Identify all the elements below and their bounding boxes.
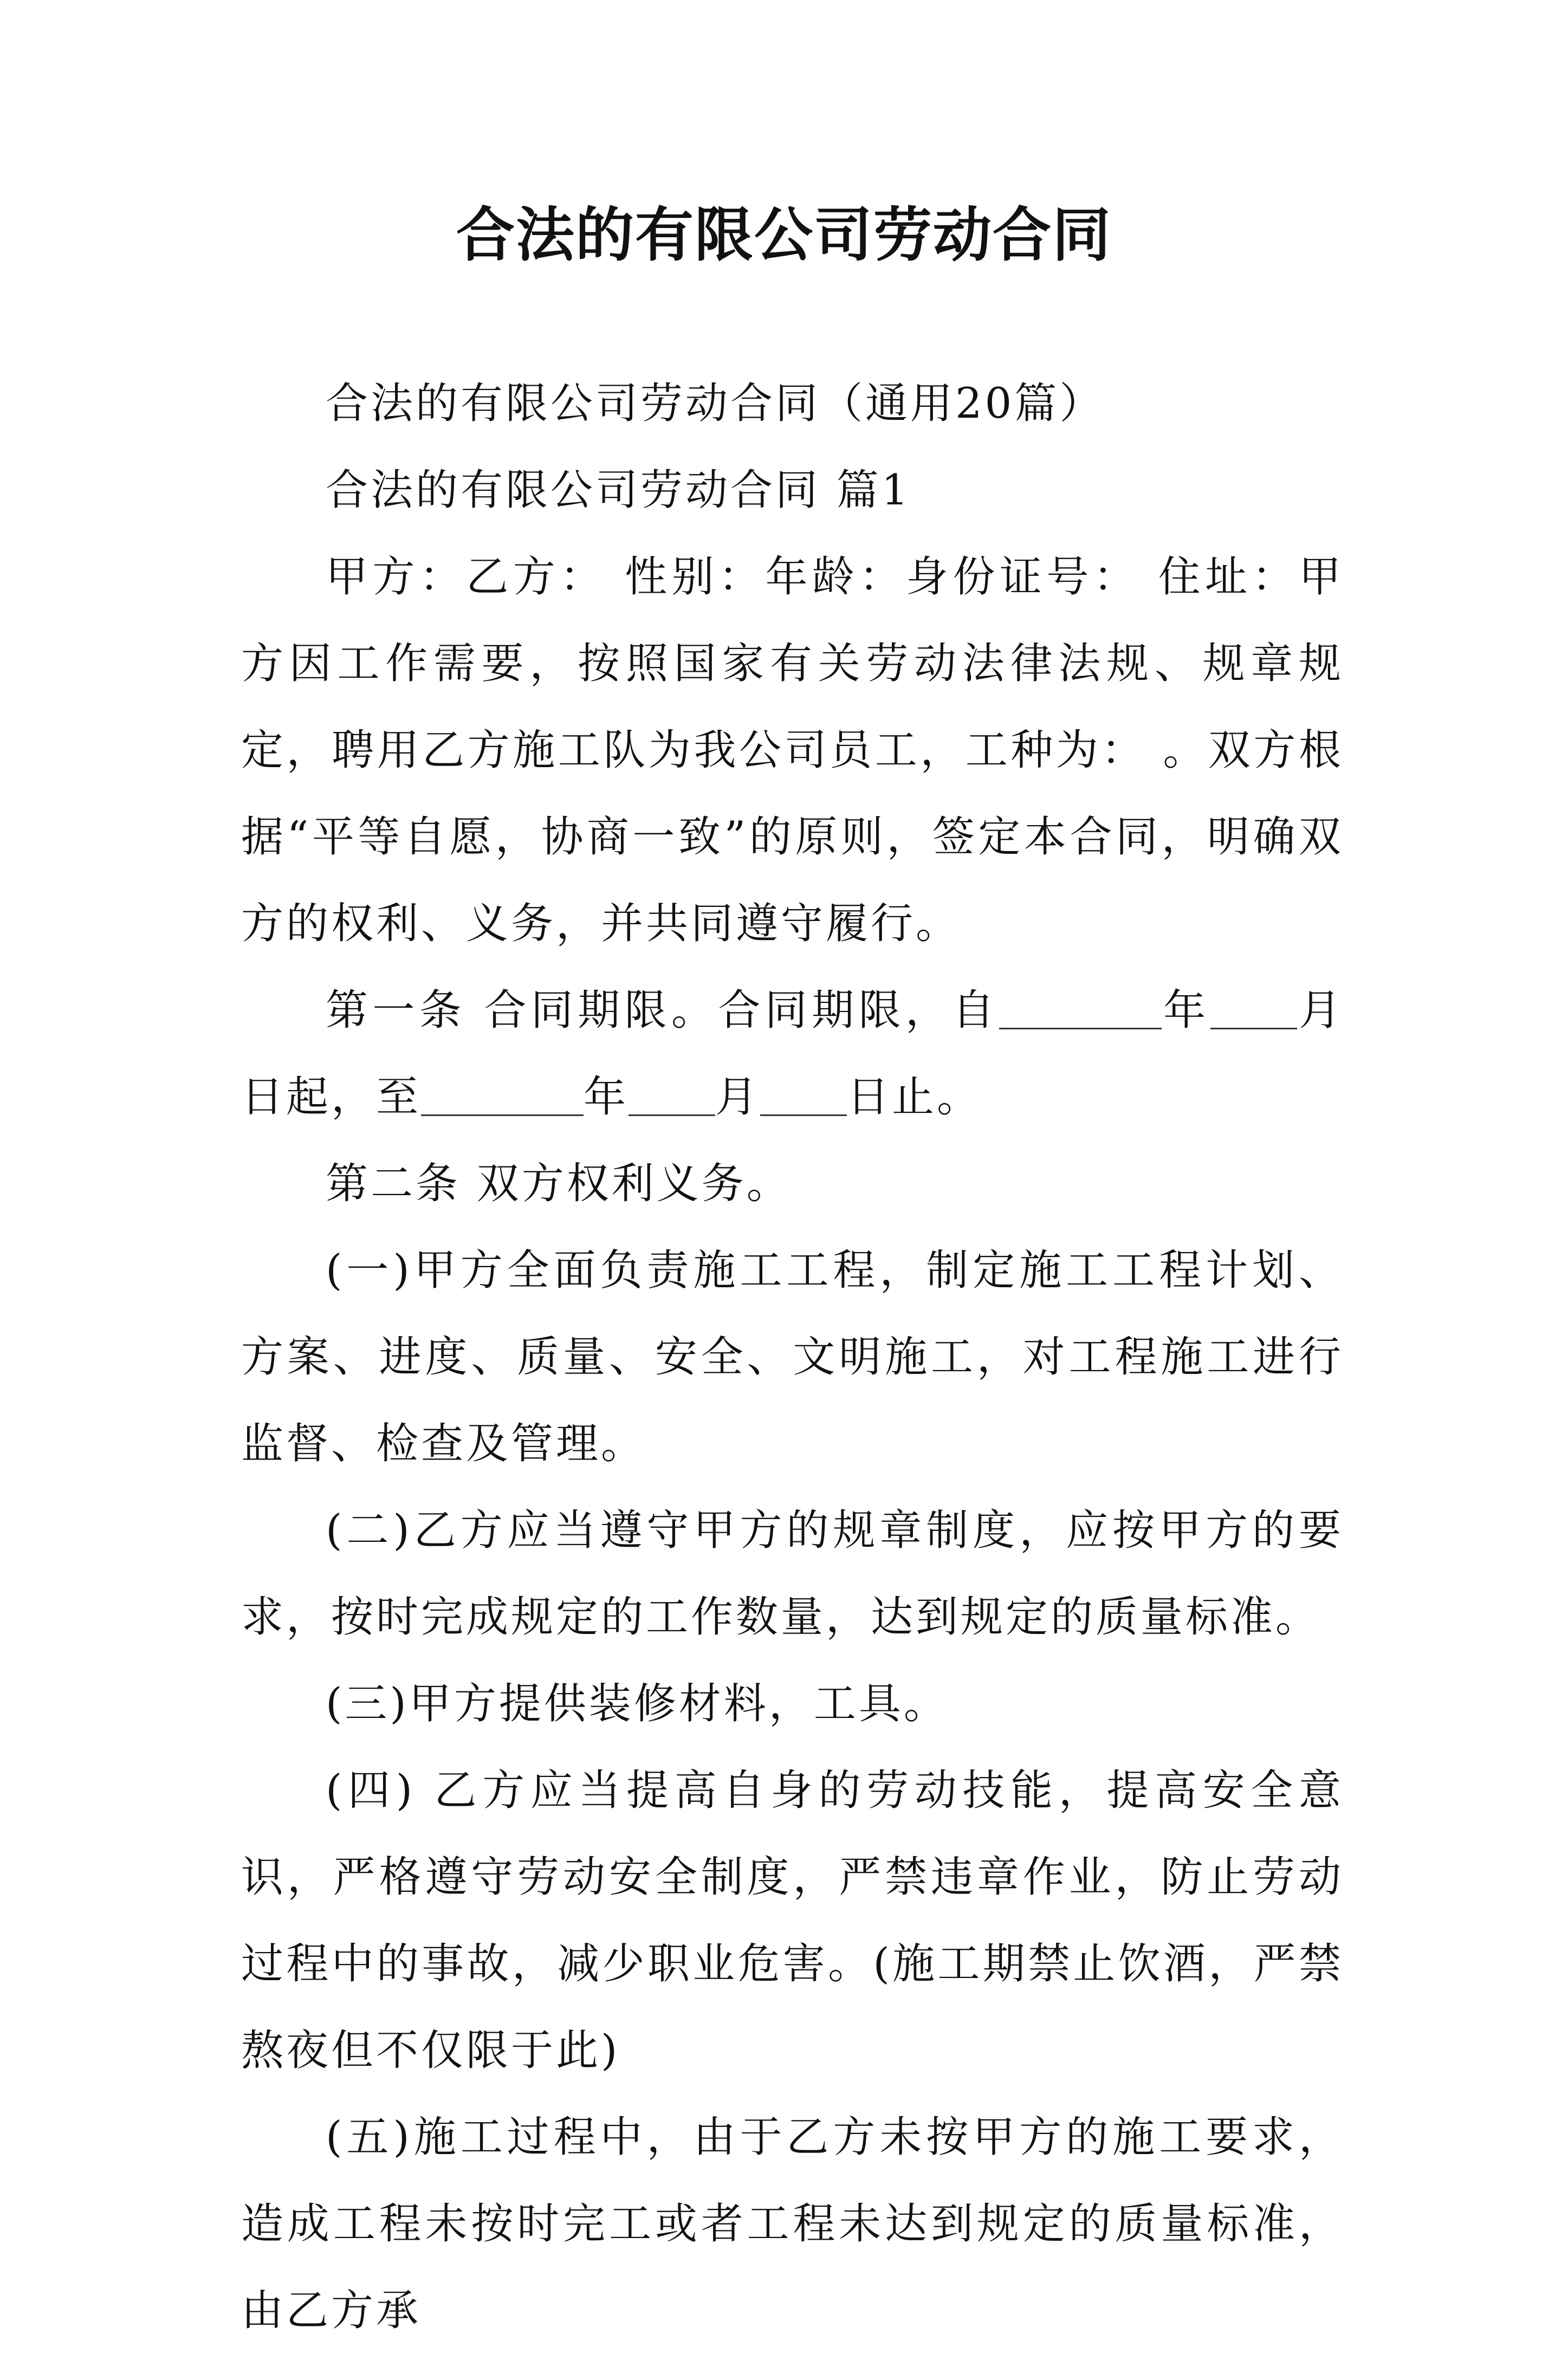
section-heading: 合法的有限公司劳动合同 篇1 xyxy=(326,466,911,515)
article-2-heading: 第二条 双方权利义务。 xyxy=(326,1159,792,1208)
article-1-paragraph xyxy=(241,967,1344,1140)
clause-5: (五)施工过程中，由于乙方未按甲方的施工要求，造成工程未按时完工或者工程未达到规定的质量标准，由乙方承 xyxy=(241,2113,1344,2335)
article-1-year-1: 年 xyxy=(1161,986,1210,1035)
article-1-end: 日止。 xyxy=(847,1073,982,1121)
document-body xyxy=(241,360,1344,2354)
start-month-blank xyxy=(1210,985,1297,1029)
clause-4: (四) 乙方应当提高自身的劳动技能，提高安全意识，严格遵守劳动安全制度，严禁违章作业，防止劳动过程中的事故，减少职业危害。(施工期禁止饮酒，严禁熬夜但不仅限于此) xyxy=(241,1766,1344,2075)
end-year-blank xyxy=(421,1072,584,1116)
article-1-year-2: 年 xyxy=(584,1073,629,1121)
article-1-month-day-1: 月日起，至 xyxy=(241,986,1344,1121)
document-subtitle: 合法的有限公司劳动合同（通用20篇） xyxy=(326,379,1105,428)
document-title: 合法的有限公司劳动合同 xyxy=(456,202,1112,269)
clause-3: (三)甲方提供装修材料，工具。 xyxy=(326,1679,949,1728)
end-day-blank xyxy=(760,1072,847,1116)
clause-2: (二)乙方应当遵守甲方的规章制度，应按甲方的要求，按时完成规定的工作数量，达到规定的质量标准。 xyxy=(241,1506,1344,1642)
clause-1: (一)甲方全面负责施工工程，制定施工工程计划、方案、进度、质量、安全、文明施工，对工程施工进行监督、检查及管理。 xyxy=(241,1246,1344,1468)
start-year-blank xyxy=(999,985,1162,1029)
article-1-month-2: 月 xyxy=(715,1073,761,1121)
article-1-lead: 第一条 合同期限。合同期限，自 xyxy=(326,986,999,1035)
end-month-blank xyxy=(629,1072,715,1116)
intro-paragraph: 甲方：乙方： 性别：年龄：身份证号： 住址：甲方因工作需要，按照国家有关劳动法律法规、规章规定，聘用乙方施工队为我公司员工，工种为： 。双方根据“平等自愿，协商一致”的原则，签定本合同，明确双方的权利、义务，并共同遵守履行。 xyxy=(241,553,1344,948)
